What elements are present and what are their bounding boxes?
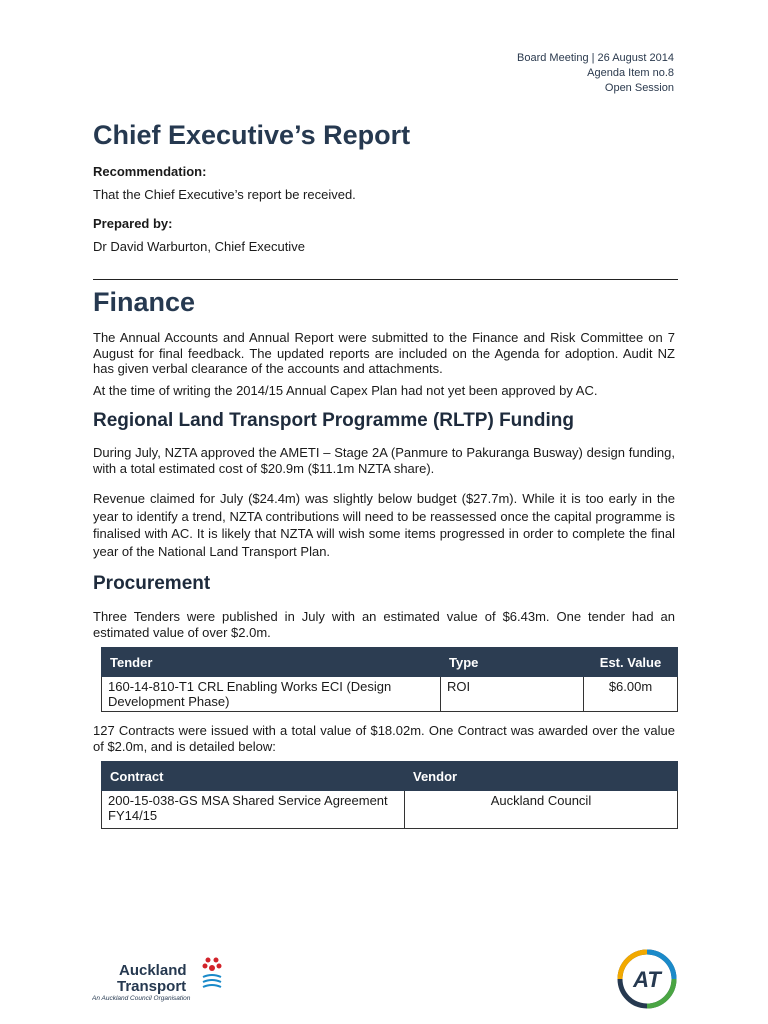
prepared-by-label: Prepared by: [93,216,173,231]
logo-line-2: Transport [117,978,187,995]
procurement-paragraph-1: Three Tenders were published in July with an estimated value of $6.43m. One tender had an estimated value of over $2.0m. [93,609,675,640]
procurement-heading: Procurement [93,573,211,594]
tender-type-cell: ROI [441,677,584,712]
meeting-date: Board Meeting | 26 August 2014 [517,52,674,64]
rltp-paragraph-1: During July, NZTA approved the AMETI – Stage 2A (Panmure to Pakuranga Busway) design funding, with a total estimated cost of $20.9m ($11.1m NZTA share). [93,445,675,476]
section-divider [93,279,678,280]
procurement-paragraph-2: 127 Contracts were issued with a total value of $18.02m. One Contract was awarded over the value of $2.0m, and is detailed below: [93,723,675,754]
est-value-column-header: Est. Value [584,648,678,677]
tender-table [101,647,678,712]
page-title: Chief Executive’s Report [93,120,411,150]
at-logo [616,948,678,1010]
tender-value-cell: $6.00m [584,677,678,712]
tender-table-header [102,648,678,677]
contract-table [101,761,678,829]
logo-line-1: Auckland [119,962,187,979]
tender-column-header: Tender [102,648,441,677]
recommendation-label: Recommendation: [93,164,207,179]
prepared-by-text: Dr David Warburton, Chief Executive [93,239,305,254]
agenda-item: Agenda Item no.8 [587,67,674,79]
recommendation-text: That the Chief Executive’s report be received. [93,187,356,202]
logo-tagline: An Auckland Council Organisation [92,995,191,1002]
contract-column-header: Contract [102,762,405,791]
rltp-heading: Regional Land Transport Programme (RLTP) Funding [93,410,574,431]
tender-name-cell: 160-14-810-T1 CRL Enabling Works ECI (Design Development Phase) [102,677,441,712]
contract-table-header [102,762,678,791]
vendor-cell: Auckland Council [405,791,678,829]
type-column-header: Type [441,648,584,677]
rltp-paragraph-2: Revenue claimed for July ($24.4m) was slightly below budget ($27.7m). While it is too early in the year to identify a trend, NZTA contributions will need to be reassessed once the capital programme is finalised with AC. It is likely that NZTA will wish some items progressed in order to complete the final year of the National Land Transport Plan. [93,491,675,559]
vendor-column-header: Vendor [405,762,678,791]
table-row [102,677,678,712]
pohutukawa-flower-icon [203,958,222,988]
finance-heading: Finance [93,287,196,317]
meeting-header [517,51,674,96]
session-type: Open Session [604,82,674,94]
finance-paragraph-2: At the time of writing the 2014/15 Annual Capex Plan had not yet been approved by AC. [93,383,598,398]
table-row [102,791,678,829]
finance-paragraph-1: The Annual Accounts and Annual Report were submitted to the Finance and Risk Committee on 7 August for final feedback. The updated reports are included on the Agenda for adoption. Audit NZ has given verbal clearance of the accounts and attachments. [93,330,675,376]
auckland-transport-logo [92,955,232,1005]
at-logo-text: AT [633,967,661,992]
contract-name-cell: 200-15-038-GS MSA Shared Service Agreement FY14/15 [102,791,405,829]
